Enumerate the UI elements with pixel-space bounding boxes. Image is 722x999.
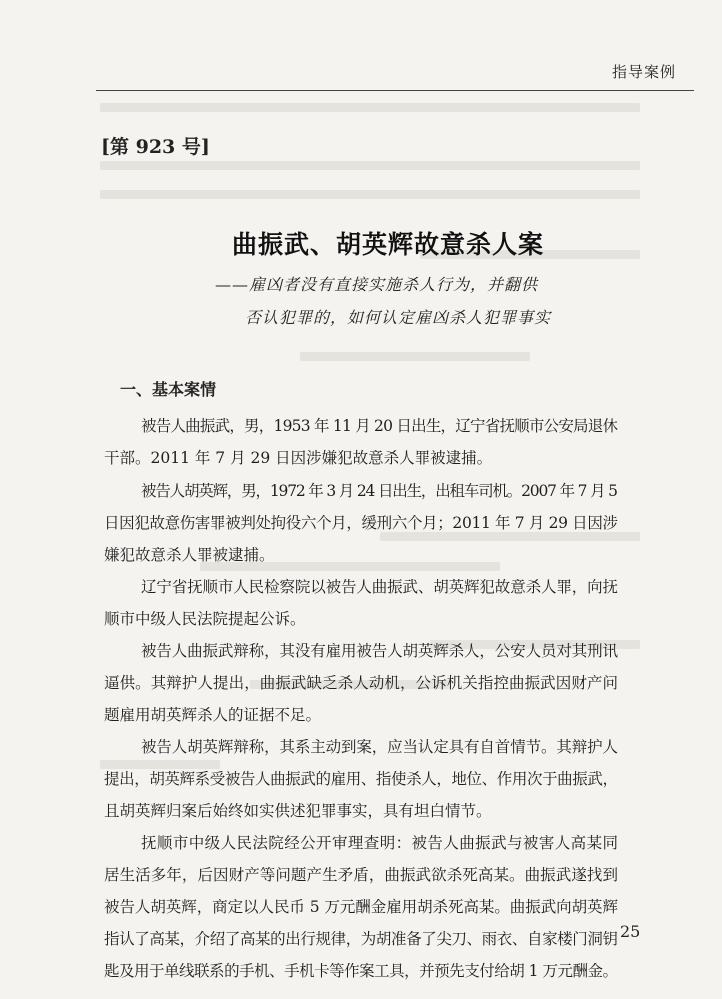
section-heading: 一、基本案情: [120, 380, 217, 399]
header-divider: [96, 90, 694, 91]
body-line: 题雇用胡英辉杀人的证据不足。: [104, 706, 322, 724]
case-subtitle-line-2: 否认犯罪的，如何认定雇凶杀人犯罪事实: [245, 308, 552, 327]
body-line: 顺市中级人民法院提起公诉。: [104, 610, 306, 628]
section-header-tab: 指导案例: [612, 63, 677, 81]
body-line: 辽宁省抚顺市人民检察院以被告人曲振武、胡英辉犯故意杀人罪，向抚: [141, 578, 618, 596]
body-line: 嫌犯故意杀人罪被逮捕。: [104, 546, 275, 564]
body-line: 逼供。其辩护人提出，曲振武缺乏杀人动机，公诉机关指控曲振武因财产问: [104, 674, 619, 692]
body-line: 且胡英辉归案后始终如实供述犯罪事实，具有坦白情节。: [104, 802, 492, 820]
body-line: 干部。2011 年 7 月 29 日因涉嫌犯故意杀人罪被逮捕。: [104, 449, 493, 467]
body-line: 提出，胡英辉系受被告人曲振武的雇用、指使杀人，地位、作用次于曲振武，: [104, 770, 618, 788]
body-line: 日因犯故意伤害罪被判处拘役六个月，缓刑六个月；2011 年 7 月 29 日因涉: [104, 514, 618, 532]
case-title: 曲振武、胡英辉故意杀人案: [232, 230, 545, 259]
case-number: [第 923 号]: [101, 136, 210, 158]
body-line: 被告人胡英辉，商定以人民币 5 万元酬金雇用胡杀死高某。曲振武向胡英辉: [104, 898, 618, 916]
body-line: 匙及用于单线联系的手机、手机卡等作案工具，并预先支付给胡 1 万元酬金。: [104, 962, 618, 980]
body-line: 指认了高某，介绍了高某的出行规律，为胡准备了尖刀、雨衣、自家楼门洞钥: [104, 930, 618, 948]
body-line: 被告人胡英辉，男，1972 年 3 月 24 日出生，出租车司机。2007 年 7 月 5: [141, 482, 617, 500]
case-subtitle-line-1: ——雇凶者没有直接实施杀人行为，并翻供: [215, 275, 539, 294]
page-number: 25: [620, 922, 641, 941]
body-line: 抚顺市中级人民法院经公开审理查明：被告人曲振武与被害人高某同: [141, 834, 619, 852]
body-line: 被告人胡英辉辩称，其系主动到案，应当认定具有自首情节。其辩护人: [141, 738, 618, 756]
body-line: 居生活多年，后因财产等问题产生矛盾，曲振武欲杀死高某。曲振武遂找到: [104, 866, 619, 884]
body-line: 被告人曲振武辩称，其没有雇用被告人胡英辉杀人，公安人员对其刑讯: [141, 642, 618, 660]
body-line: 被告人曲振武，男，1953 年 11 月 20 日出生，辽宁省抚顺市公安局退休: [141, 417, 618, 435]
